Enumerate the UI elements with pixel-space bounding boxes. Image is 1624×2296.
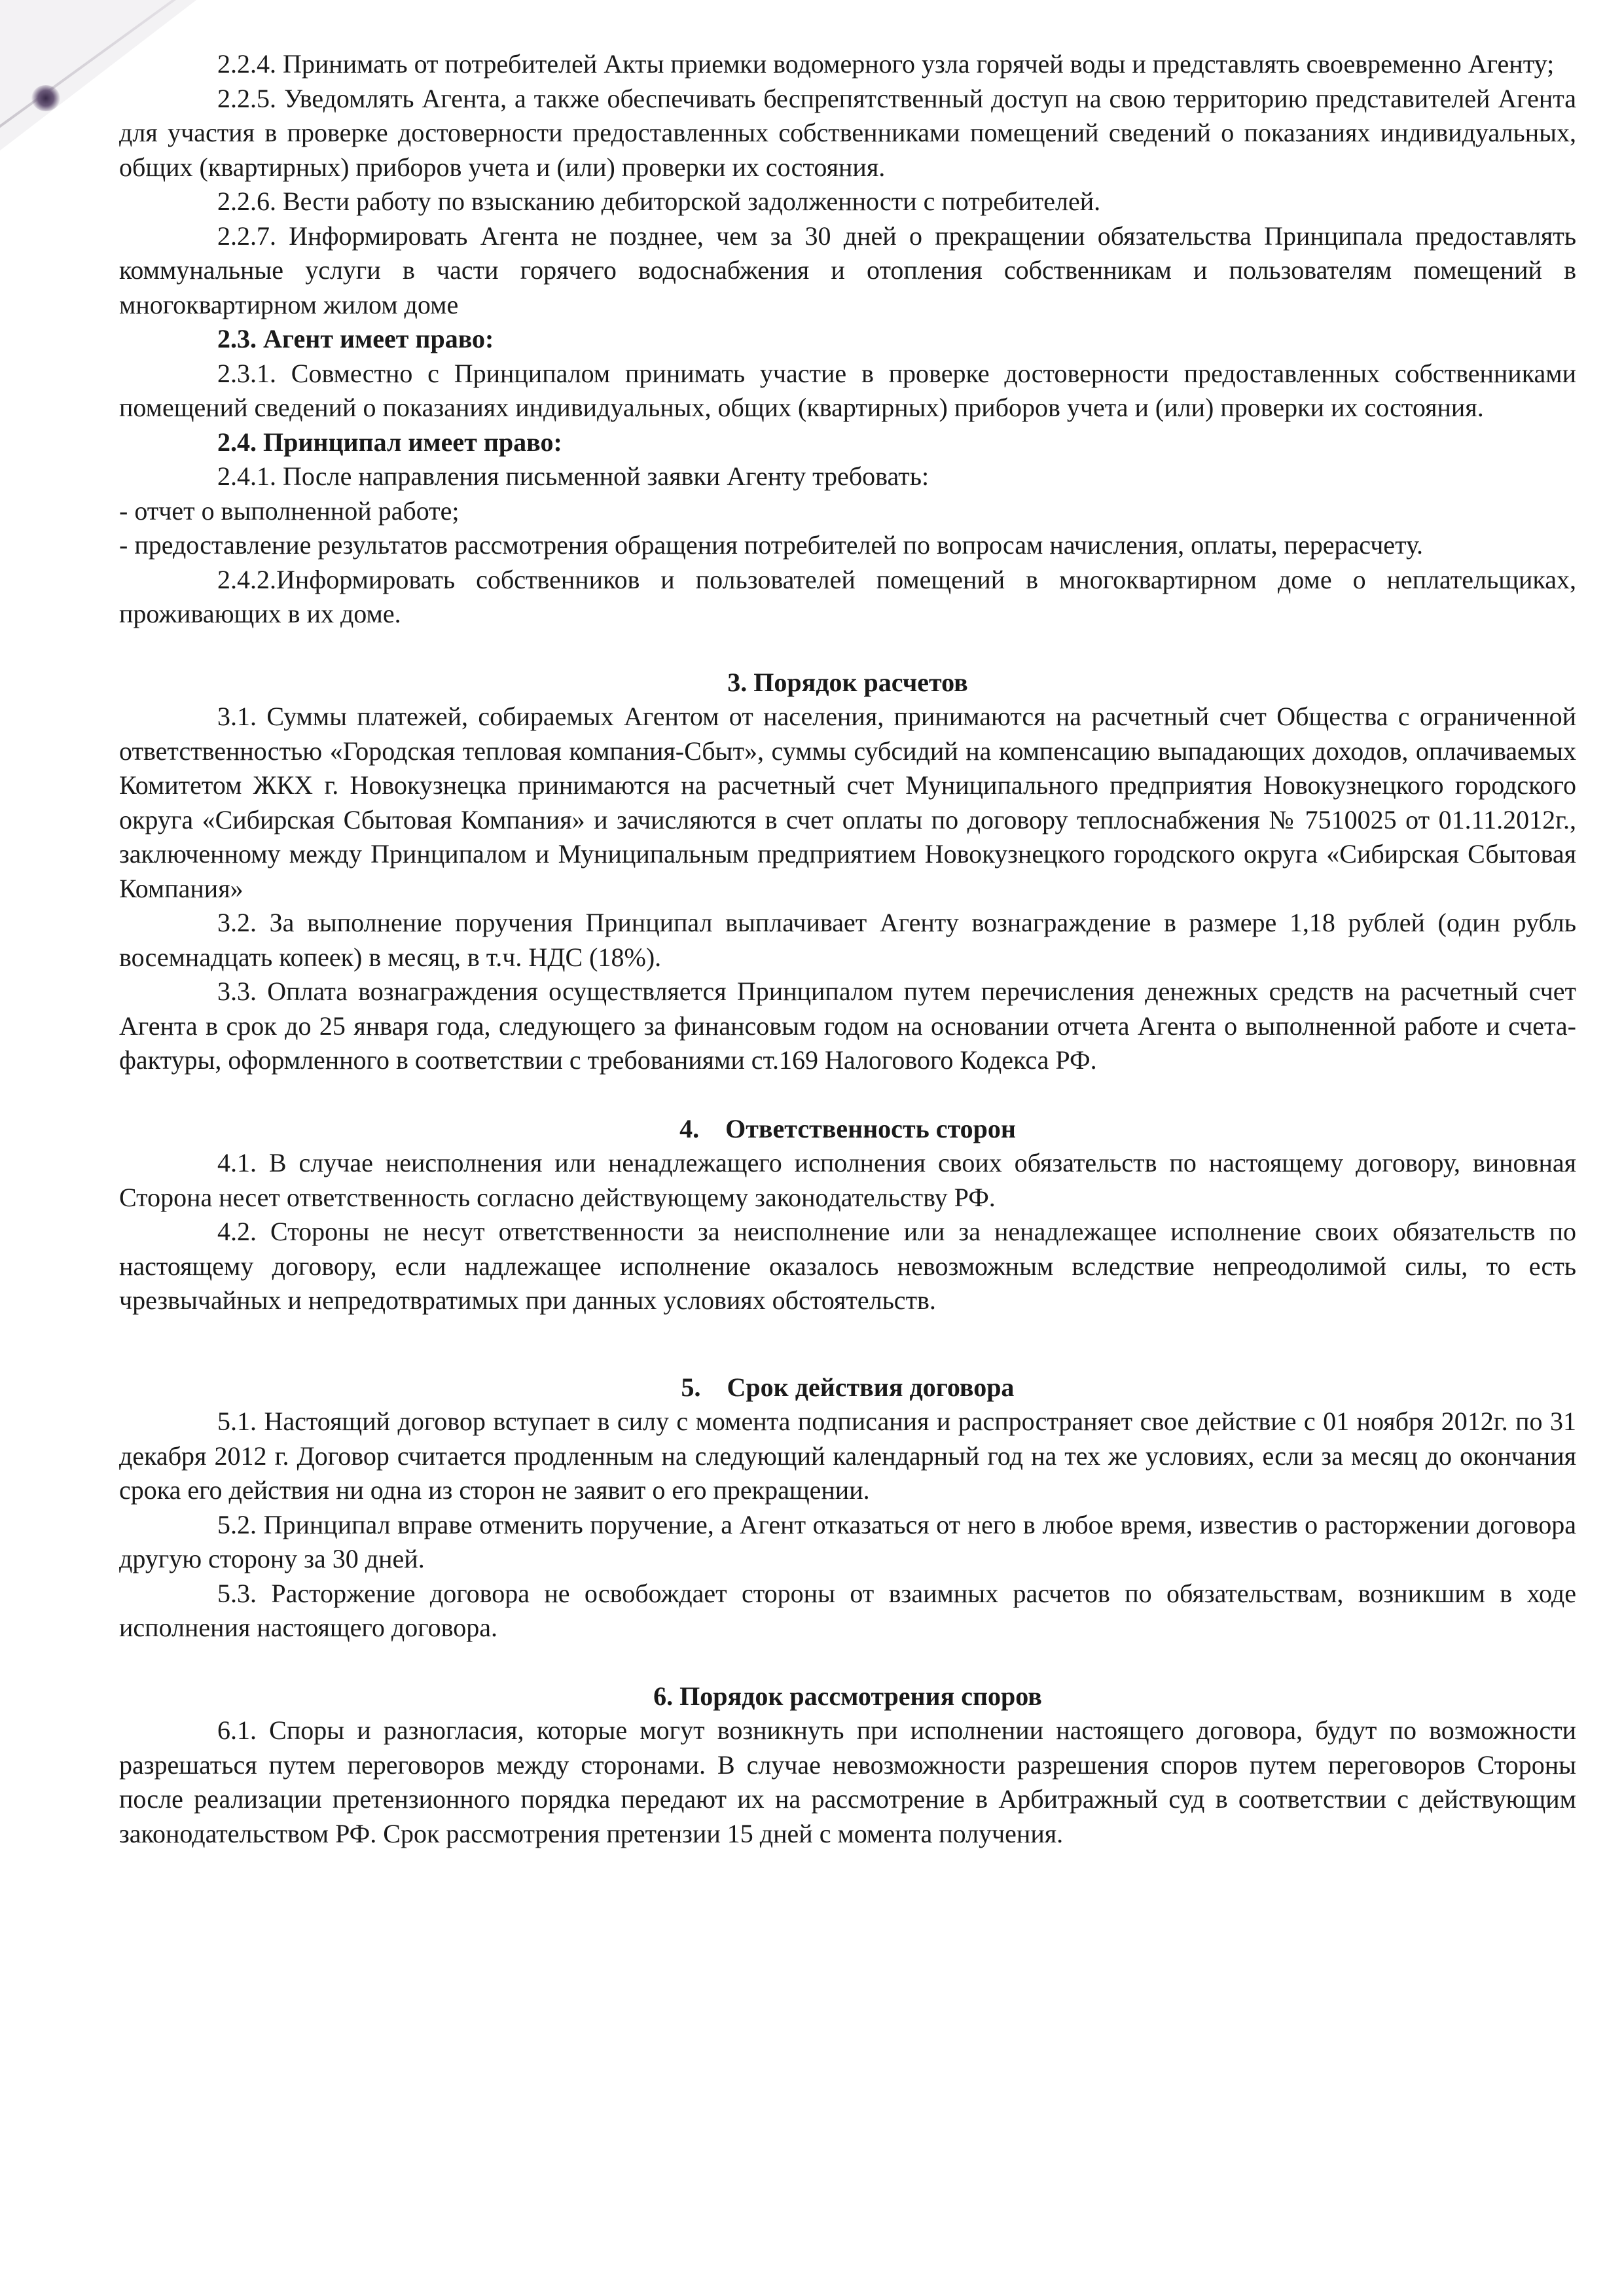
clause-2-2-4: 2.2.4. Принимать от потребителей Акты приемки водомерного узла горячей воды и представлять своевременно Агенту;: [217, 49, 1555, 79]
clause-2-2-5: 2.2.5. Уведомлять Агента, а также обеспечивать беспрепятственный доступ на свою территорию представителей Агента для участия в проверке достоверности предоставленных собственниками помещений сведений о показаниях индивидуальных, общих (квартирных) приборов учета и (или) проверки их состояния.: [119, 83, 1576, 182]
spacer: [119, 1078, 1576, 1112]
section-heading-3: 3. Порядок расчетов: [727, 667, 968, 697]
clause-6-1: 6.1. Споры и разногласия, которые могут возникнуть при исполнении настоящего договора, будут по возможности разрешаться путем переговоров между сторонами. В случае невозможности разрешения споров путем переговоров Стороны после реализации претензионного порядка передают их на рассмотрение в Арбитражный суд в соответствии с действующим законодательством РФ. Срок рассмотрения претензии 15 дней с момента получения.: [119, 1715, 1576, 1848]
section-heading-5: 5. Срок действия договора: [681, 1372, 1015, 1402]
clause-5-2: 5.2. Принципал вправе отменить поручение, а Агент отказаться от него в любое время, известив о расторжении договора другую сторону за 30 дней.: [119, 1509, 1576, 1573]
clause-4-1: 4.1. В случае неисполнения или ненадлежащего исполнения своих обязательств по настоящему договору, виновная Сторона несет ответственность согласно действующему законодательству РФ.: [119, 1148, 1576, 1212]
clause-2-2-6: 2.2.6. Вести работу по взысканию дебиторской задолженности с потребителей.: [217, 187, 1101, 216]
clause-3-2: 3.2. За выполнение поручения Принципал выплачивает Агенту вознаграждение в размере 1,18 рублей (один рубль восемнадцать копеек) в месяц, в т.ч. НДС (18%).: [119, 908, 1576, 972]
spacer: [119, 632, 1576, 666]
clause-2-3-1: 2.3.1. Совместно с Принципалом принимать участие в проверке достоверности предоставленных собственниками помещений сведений о показаниях индивидуальных, общих (квартирных) приборов учета и (или) проверки их состояния.: [119, 358, 1576, 422]
spacer: [119, 1645, 1576, 1679]
document-body: [119, 47, 1576, 1851]
subsection-heading-2-4: 2.4. Принципал имеет право:: [217, 427, 562, 457]
ink-smudge: [31, 85, 60, 111]
clause-2-4-2: 2.4.2.Информировать собственников и пользователей помещений в многоквартирном доме о неплательщиках, проживающих в их доме.: [119, 564, 1576, 628]
clause-3-1: 3.1. Суммы платежей, собираемых Агентом от населения, принимаются на расчетный счет Общества с ограниченной ответственностью «Городская тепловая компания-Сбыт», суммы субсидий на компенсацию выпадающих доходов, оплачиваемых Комитетом ЖКХ г. Новокузнецка принимаются на расчетный счет Муниципального предприятия Новокузнецкого городского округа «Сибирская Сбытовая Компания» и зачисляются в счет оплаты по договору теплоснабжения № 7510025 от 01.11.2012г., заключенному между Принципалом и Муниципальным предприятием Новокузнецкого городского округа «Сибирская Сбытовая Компания»: [119, 702, 1576, 903]
spacer: [119, 1318, 1576, 1371]
clause-4-2: 4.2. Стороны не несут ответственности за неисполнение или за ненадлежащее исполнение своих обязательств по настоящему договору, если надлежащее исполнение оказалось невозможным вследствие непреодолимой силы, то есть чрезвычайных и непредотвратимых при данных условиях обстоятельств.: [119, 1217, 1576, 1315]
section-heading-6: 6. Порядок рассмотрения споров: [653, 1681, 1042, 1711]
clause-5-1: 5.1. Настоящий договор вступает в силу с момента подписания и распространяет свое действие с 01 ноября 2012г. по 31 декабря 2012 г. Договор считается продленным на следующий календарный год на тех же условиях, если за месяц до окончания срока его действия ни одна из сторон не заявит о его прекращении.: [119, 1407, 1576, 1505]
clause-2-4-1: 2.4.1. После направления письменной заявки Агенту требовать:: [217, 461, 929, 491]
clause-2-2-7: 2.2.7. Информировать Агента не позднее, чем за 30 дней о прекращении обязательства Принципала предоставлять коммунальные услуги в части горячего водоснабжения и отопления собственникам и пользователям помещений в многоквартирном жилом доме: [119, 221, 1576, 319]
subsection-heading-2-3: 2.3. Агент имеет право:: [217, 324, 494, 353]
bullet-item: - отчет о выполненной работе;: [119, 495, 460, 526]
clause-5-3: 5.3. Расторжение договора не освобождает стороны от взаимных расчетов по обязательствам, возникшим в ходе исполнения настоящего договора.: [119, 1578, 1576, 1642]
section-heading-4: 4. Ответственность сторон: [679, 1113, 1016, 1143]
clause-3-3: 3.3. Оплата вознаграждения осуществляется Принципалом путем перечисления денежных средств на расчетный счет Агента в срок до 25 января года, следующего за финансовым годом на основании отчета Агента о выполненной работе и счета-фактуры, оформленного в соответствии с требованиями ст.169 Налогового Кодекса РФ.: [119, 977, 1576, 1075]
bullet-item: - предоставление результатов рассмотрения обращения потребителей по вопросам начисления, оплаты, перерасчету.: [119, 530, 1424, 560]
